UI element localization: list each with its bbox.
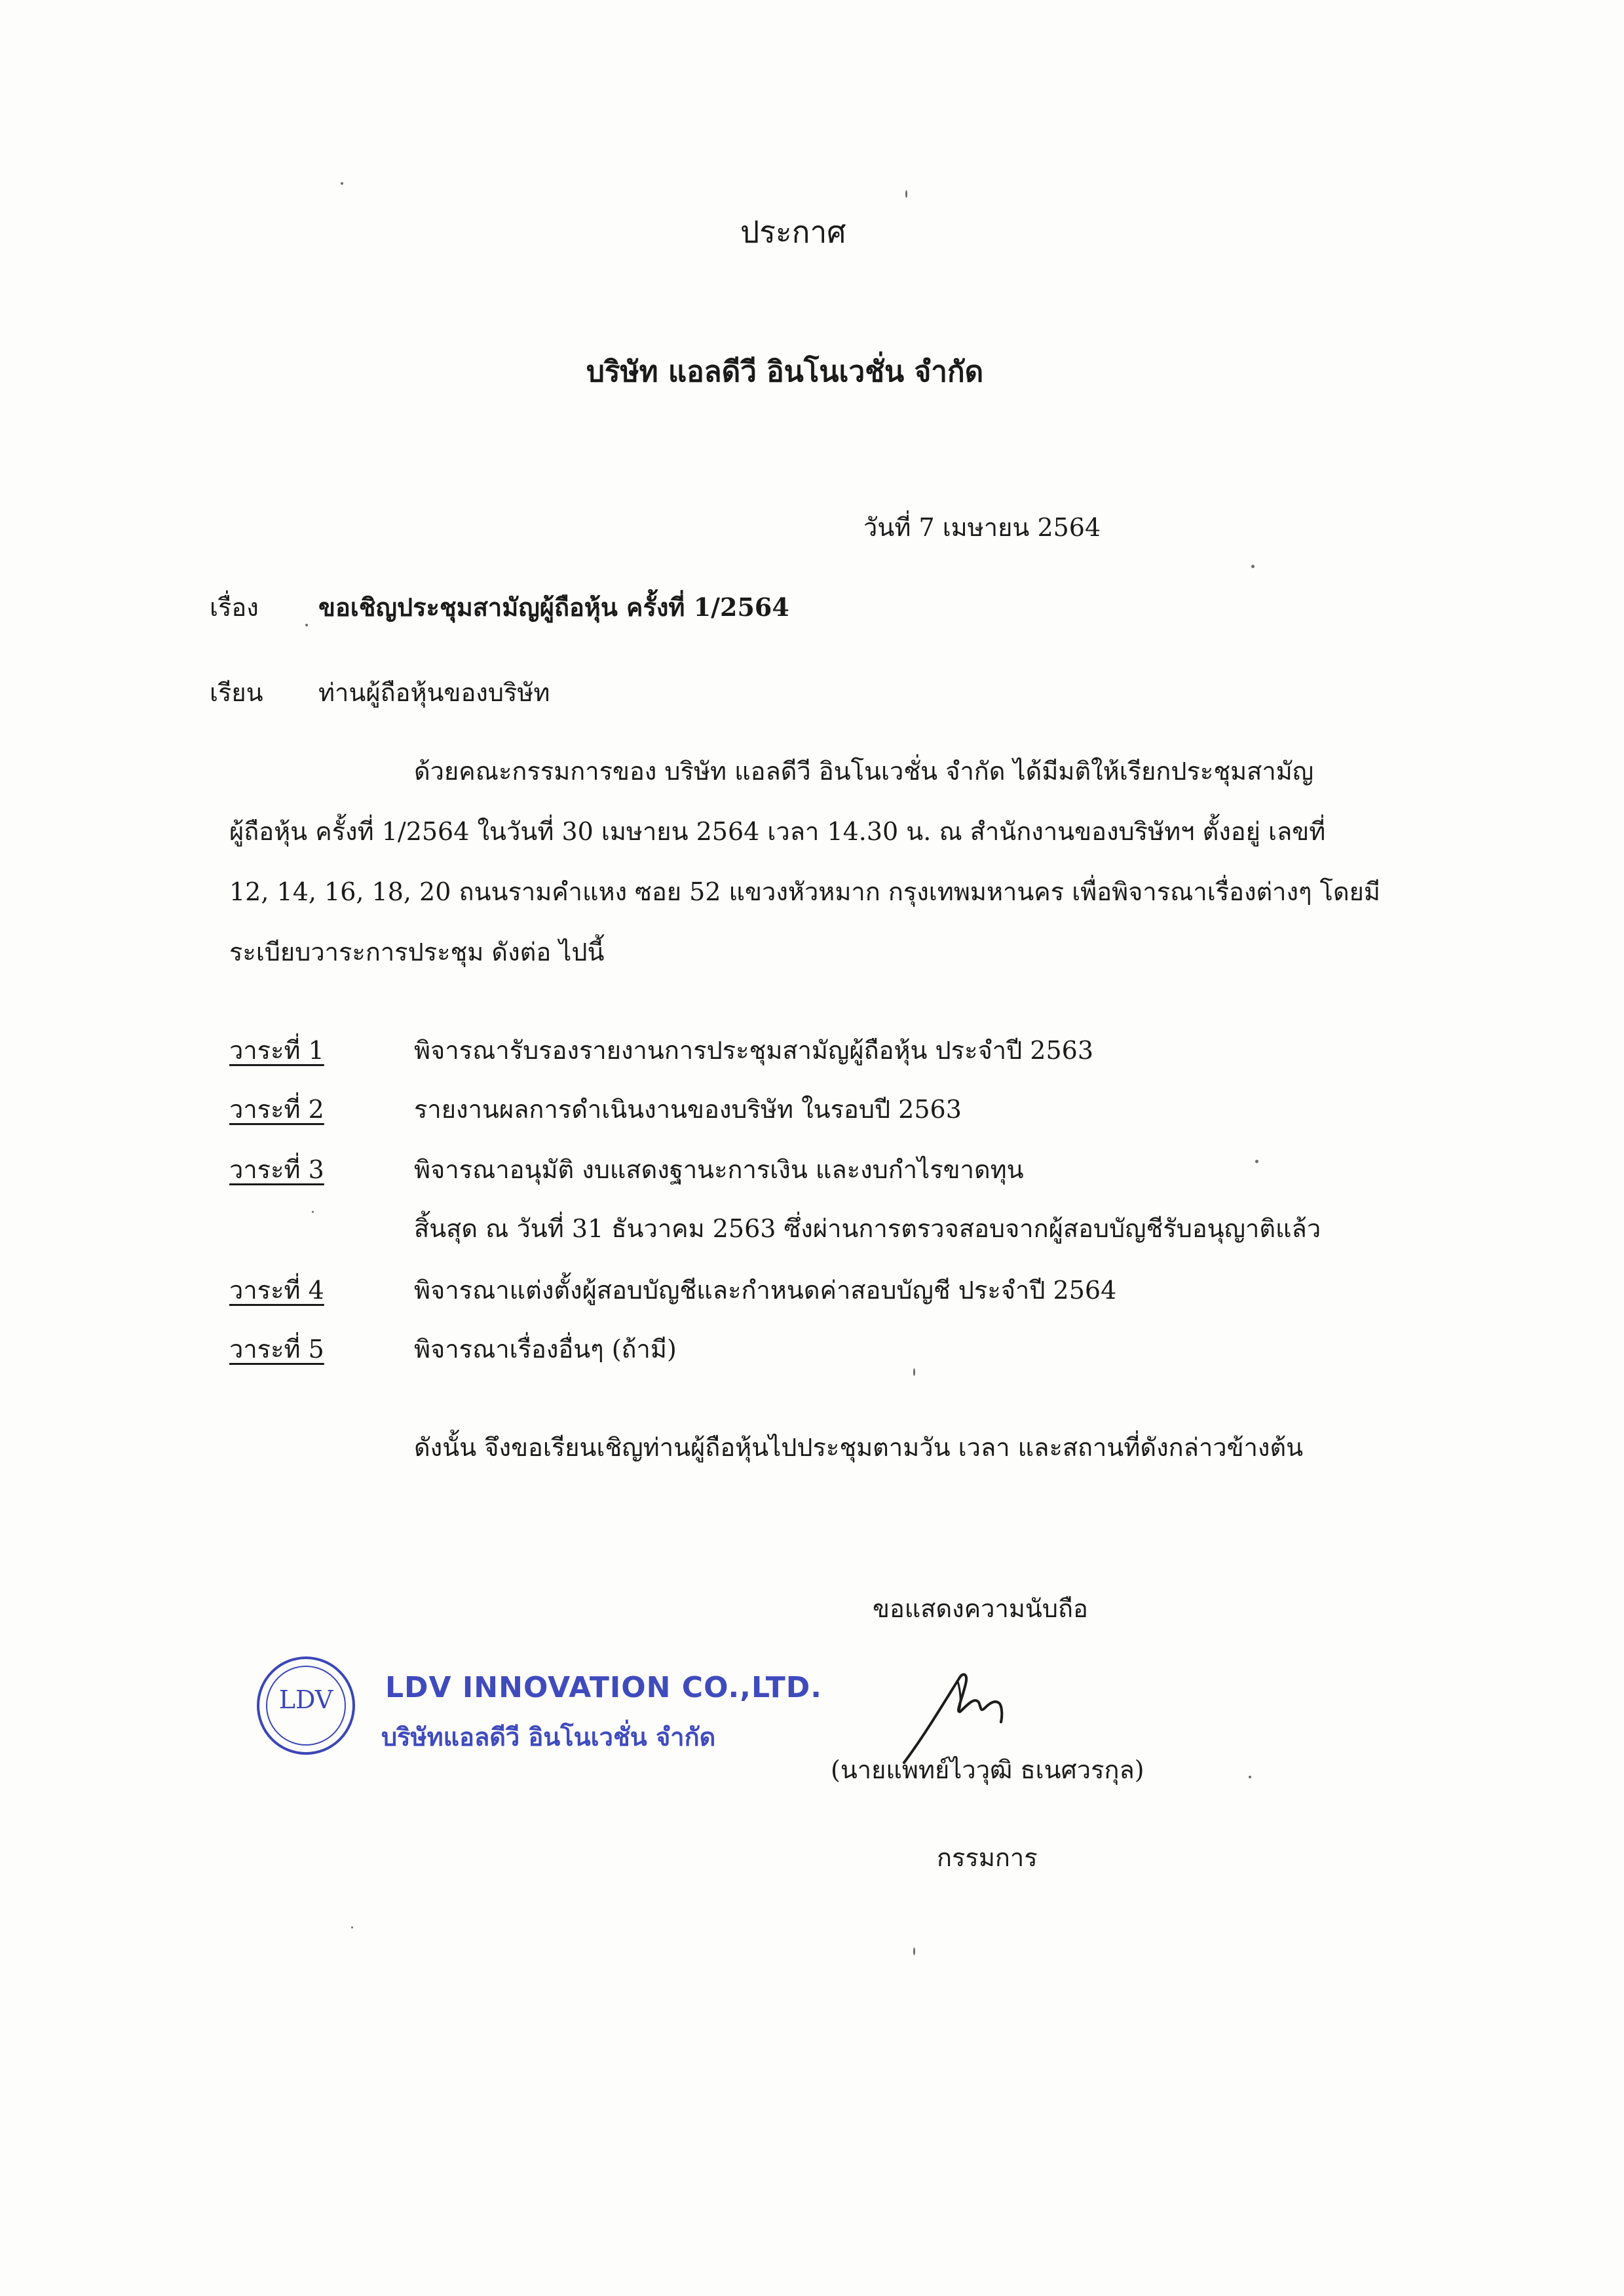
agenda-text: พิจารณาอนุมัติ งบแสดงฐานะการเงิน และงบกำไรขาดทุน xyxy=(414,1155,1024,1184)
scan-speck xyxy=(1249,1776,1251,1778)
scan-speck xyxy=(913,1947,915,1955)
scan-speck xyxy=(1251,565,1255,568)
agenda-label: วาระที่ 1 xyxy=(229,1036,324,1065)
agenda-label: วาระที่ 3 xyxy=(229,1155,324,1184)
body-line: 12, 14, 16, 18, 20 ถนนรามคำแหง ซอย 52 แขวงหัวหมาก กรุงเทพมหานคร เพื่อพิจารณาเรื่องต่างๆ โดยมี xyxy=(229,877,1380,906)
agenda-text: พิจารณาเรื่องอื่นๆ (ถ้ามี) xyxy=(414,1335,677,1364)
agenda-label: วาระที่ 4 xyxy=(229,1276,324,1305)
agenda-text: พิจารณารับรองรายงานการประชุมสามัญผู้ถือหุ้น ประจำปี 2563 xyxy=(414,1036,1094,1065)
scan-speck xyxy=(312,1211,314,1213)
recipient-label: เรียน xyxy=(210,678,263,707)
body-line: ด้วยคณะกรรมการของ บริษัท แอลดีวี อินโนเวชั่น จำกัด ได้มีมติให้เรียกประชุมสามัญ xyxy=(414,757,1314,786)
subject-label: เรื่อง xyxy=(210,593,259,622)
body-line: ระเบียบวาระการประชุม ดังต่อ ไปนี้ xyxy=(229,938,605,966)
document-date: วันที่ 7 เมษายน 2564 xyxy=(863,513,1101,542)
company-name: บริษัท แอลดีวี อินโนเวชั่น จำกัด xyxy=(586,355,984,389)
regards-text: ขอแสดงความนับถือ xyxy=(873,1594,1088,1623)
scan-speck xyxy=(905,190,907,198)
company-stamp xyxy=(257,1653,822,1764)
signatory-name: (นายแพทย์ไววุฒิ ธเนศวรกุล) xyxy=(831,1755,1144,1784)
subject-text: ขอเชิญประชุมสามัญผู้ถือหุ้น ครั้งที่ 1/2564 xyxy=(318,592,789,622)
agenda-label: วาระที่ 5 xyxy=(229,1335,324,1364)
agenda-text: รายงานผลการดำเนินงานของบริษัท ในรอบปี 2563 xyxy=(414,1095,962,1124)
agenda-label: วาระที่ 2 xyxy=(229,1095,324,1124)
closing-paragraph: ดังนั้น จึงขอเรียนเชิญท่านผู้ถือหุ้นไปประชุมตามวัน เวลา และสถานที่ดังกล่าวข้างต้น xyxy=(414,1433,1304,1462)
announcement-title: ประกาศ xyxy=(740,214,846,250)
agenda-text-continuation: สิ้นสุด ณ วันที่ 31 ธันวาคม 2563 ซึ่งผ่านการตรวจสอบจากผู้สอบบัญชีรับอนุญาติแล้ว xyxy=(414,1214,1321,1243)
agenda-text: พิจารณาแต่งตั้งผู้สอบบัญชีและกำหนดค่าสอบบัญชี ประจำปี 2564 xyxy=(414,1276,1117,1305)
scan-speck xyxy=(341,182,343,185)
stamp-monogram: LDV xyxy=(278,1685,333,1714)
body-line: ผู้ถือหุ้น ครั้งที่ 1/2564 ในวันที่ 30 เมษายน 2564 เวลา 14.30 น. ณ สำนักงานของบริษัทฯ ตั้งอยู่ เลขที่ xyxy=(229,817,1326,846)
recipient-text: ท่านผู้ถือหุ้นของบริษัท xyxy=(318,678,550,707)
scan-speck xyxy=(305,624,308,626)
stamp-thai-name: บริษัทแอลดีวี อินโนเวชั่น จำกัด xyxy=(381,1723,716,1751)
stamp-english-name: LDV INNOVATION CO.,LTD. xyxy=(385,1671,822,1704)
scan-speck xyxy=(351,1926,353,1928)
scan-speck xyxy=(1255,1160,1258,1163)
scan-speck xyxy=(913,1368,915,1376)
signature-icon xyxy=(897,1664,1029,1769)
signatory-position: กรรมการ xyxy=(937,1843,1038,1872)
